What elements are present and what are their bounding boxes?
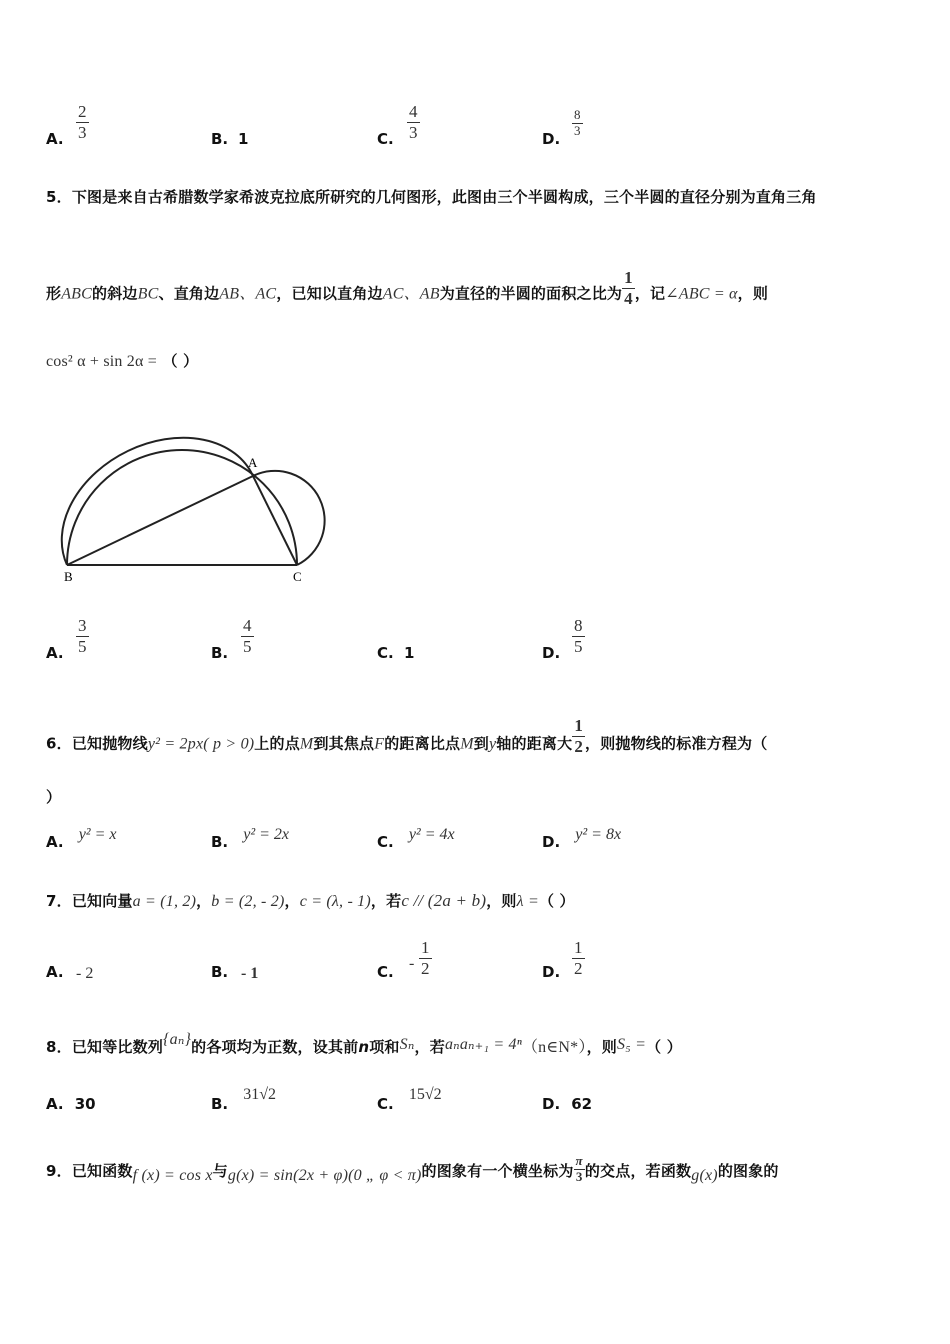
- option-label: B.: [211, 130, 229, 148]
- q5-figure: [60, 415, 340, 585]
- option-label: A.: [46, 130, 64, 148]
- q8-option-a: A. 30: [46, 1095, 96, 1113]
- q6-options: [0, 820, 950, 860]
- q6-option-b: B. y² = 2x: [211, 826, 290, 851]
- fraction: $\frac{8}{3}$: [574, 107, 581, 138]
- option-value: 1: [238, 130, 249, 148]
- fraction: $\frac{4}{5}$: [243, 616, 252, 656]
- q8-options: [0, 1080, 950, 1120]
- q5-options: A. $\frac{3}{5}$ B. $\frac{4}{5}$ C. 1 D. $\frac{8}{5}$: [46, 616, 583, 662]
- fraction: $\frac{4}{3}$: [409, 102, 418, 142]
- q6-line2: ）: [46, 788, 62, 806]
- q8-option-b: B. 31√2: [211, 1086, 277, 1113]
- half-fraction: $\frac{1}{2}$: [574, 716, 584, 756]
- fraction: $\frac{1}{2}$: [421, 938, 430, 978]
- q4-options: [0, 98, 950, 154]
- fraction: $\frac{2}{3}$: [78, 102, 87, 142]
- fraction: $\frac{8}{5}$: [574, 616, 583, 656]
- q5-line2: 形ABC的斜边BC、直角边AB、AC，已知以直角边AC、AB为直径的半圆的面积之比为 $\frac{1}{4}$ ，记∠ABC = α，则: [46, 268, 769, 308]
- q8-option-d: D. 62: [542, 1095, 593, 1113]
- pi-fraction: $\frac{\pi}{3}$: [575, 1153, 583, 1184]
- q6-line1: 6．已知抛物线y² = 2px( p > 0)上的点M到其焦点F的距离比点M到y轴的距离大 $\frac{1}{2}$ ，则抛物线的标准方程为（: [46, 716, 768, 756]
- ratio-fraction: $\frac{1}{4}$: [624, 268, 633, 308]
- q8-line1: 8．已知等比数列{aₙ}的各项均为正数，设其前n项和Sₙ，若aₙaₙ₊₁ = 4ⁿ（n∈N*），则S₅ =（ ）: [46, 1031, 682, 1056]
- fraction: $\frac{3}{5}$: [78, 616, 87, 656]
- option-label: C.: [377, 130, 394, 148]
- q7-options: A. - 2 B. - 1 C. - $\frac{1}{2}$ D. $\frac{1}{2}$: [46, 938, 583, 982]
- label-c: C: [293, 569, 302, 584]
- option-label: D.: [542, 130, 561, 148]
- fraction: $\frac{1}{2}$: [574, 938, 583, 978]
- q9-line1: 9．已知函数f (x) = cos x与g(x) = sin(2x + φ)(0 „ φ < π)的图象有一个横坐标为 $\frac{\pi}{3}$ 的交点，若函数g(x)的图象的: [46, 1153, 779, 1184]
- q8-option-c: C. 15√2: [377, 1086, 442, 1113]
- q6-option-d: D. y² = 8x: [542, 826, 622, 851]
- label-b: B: [64, 569, 73, 584]
- q6-option-c: C. y² = 4x: [377, 826, 455, 851]
- q7-line1: 7．已知向量a = (1, 2)，b = (2, - 2)，c = (λ, - 1)，若c // (2a + b)，则λ =（ ）: [46, 891, 575, 910]
- q6-option-a: A. y² = x: [46, 826, 117, 851]
- semicircle-ab: [62, 438, 253, 565]
- label-a: A: [248, 455, 258, 470]
- q5-line1: 5．下图是来自古希腊数学家希波克拉底所研究的几何图形，此图由三个半圆构成，三个半圆的直径分别为直角三角: [46, 188, 817, 206]
- segment-ac: [253, 476, 297, 565]
- q5-line3: cos² α + sin 2α = （ ）: [46, 352, 199, 370]
